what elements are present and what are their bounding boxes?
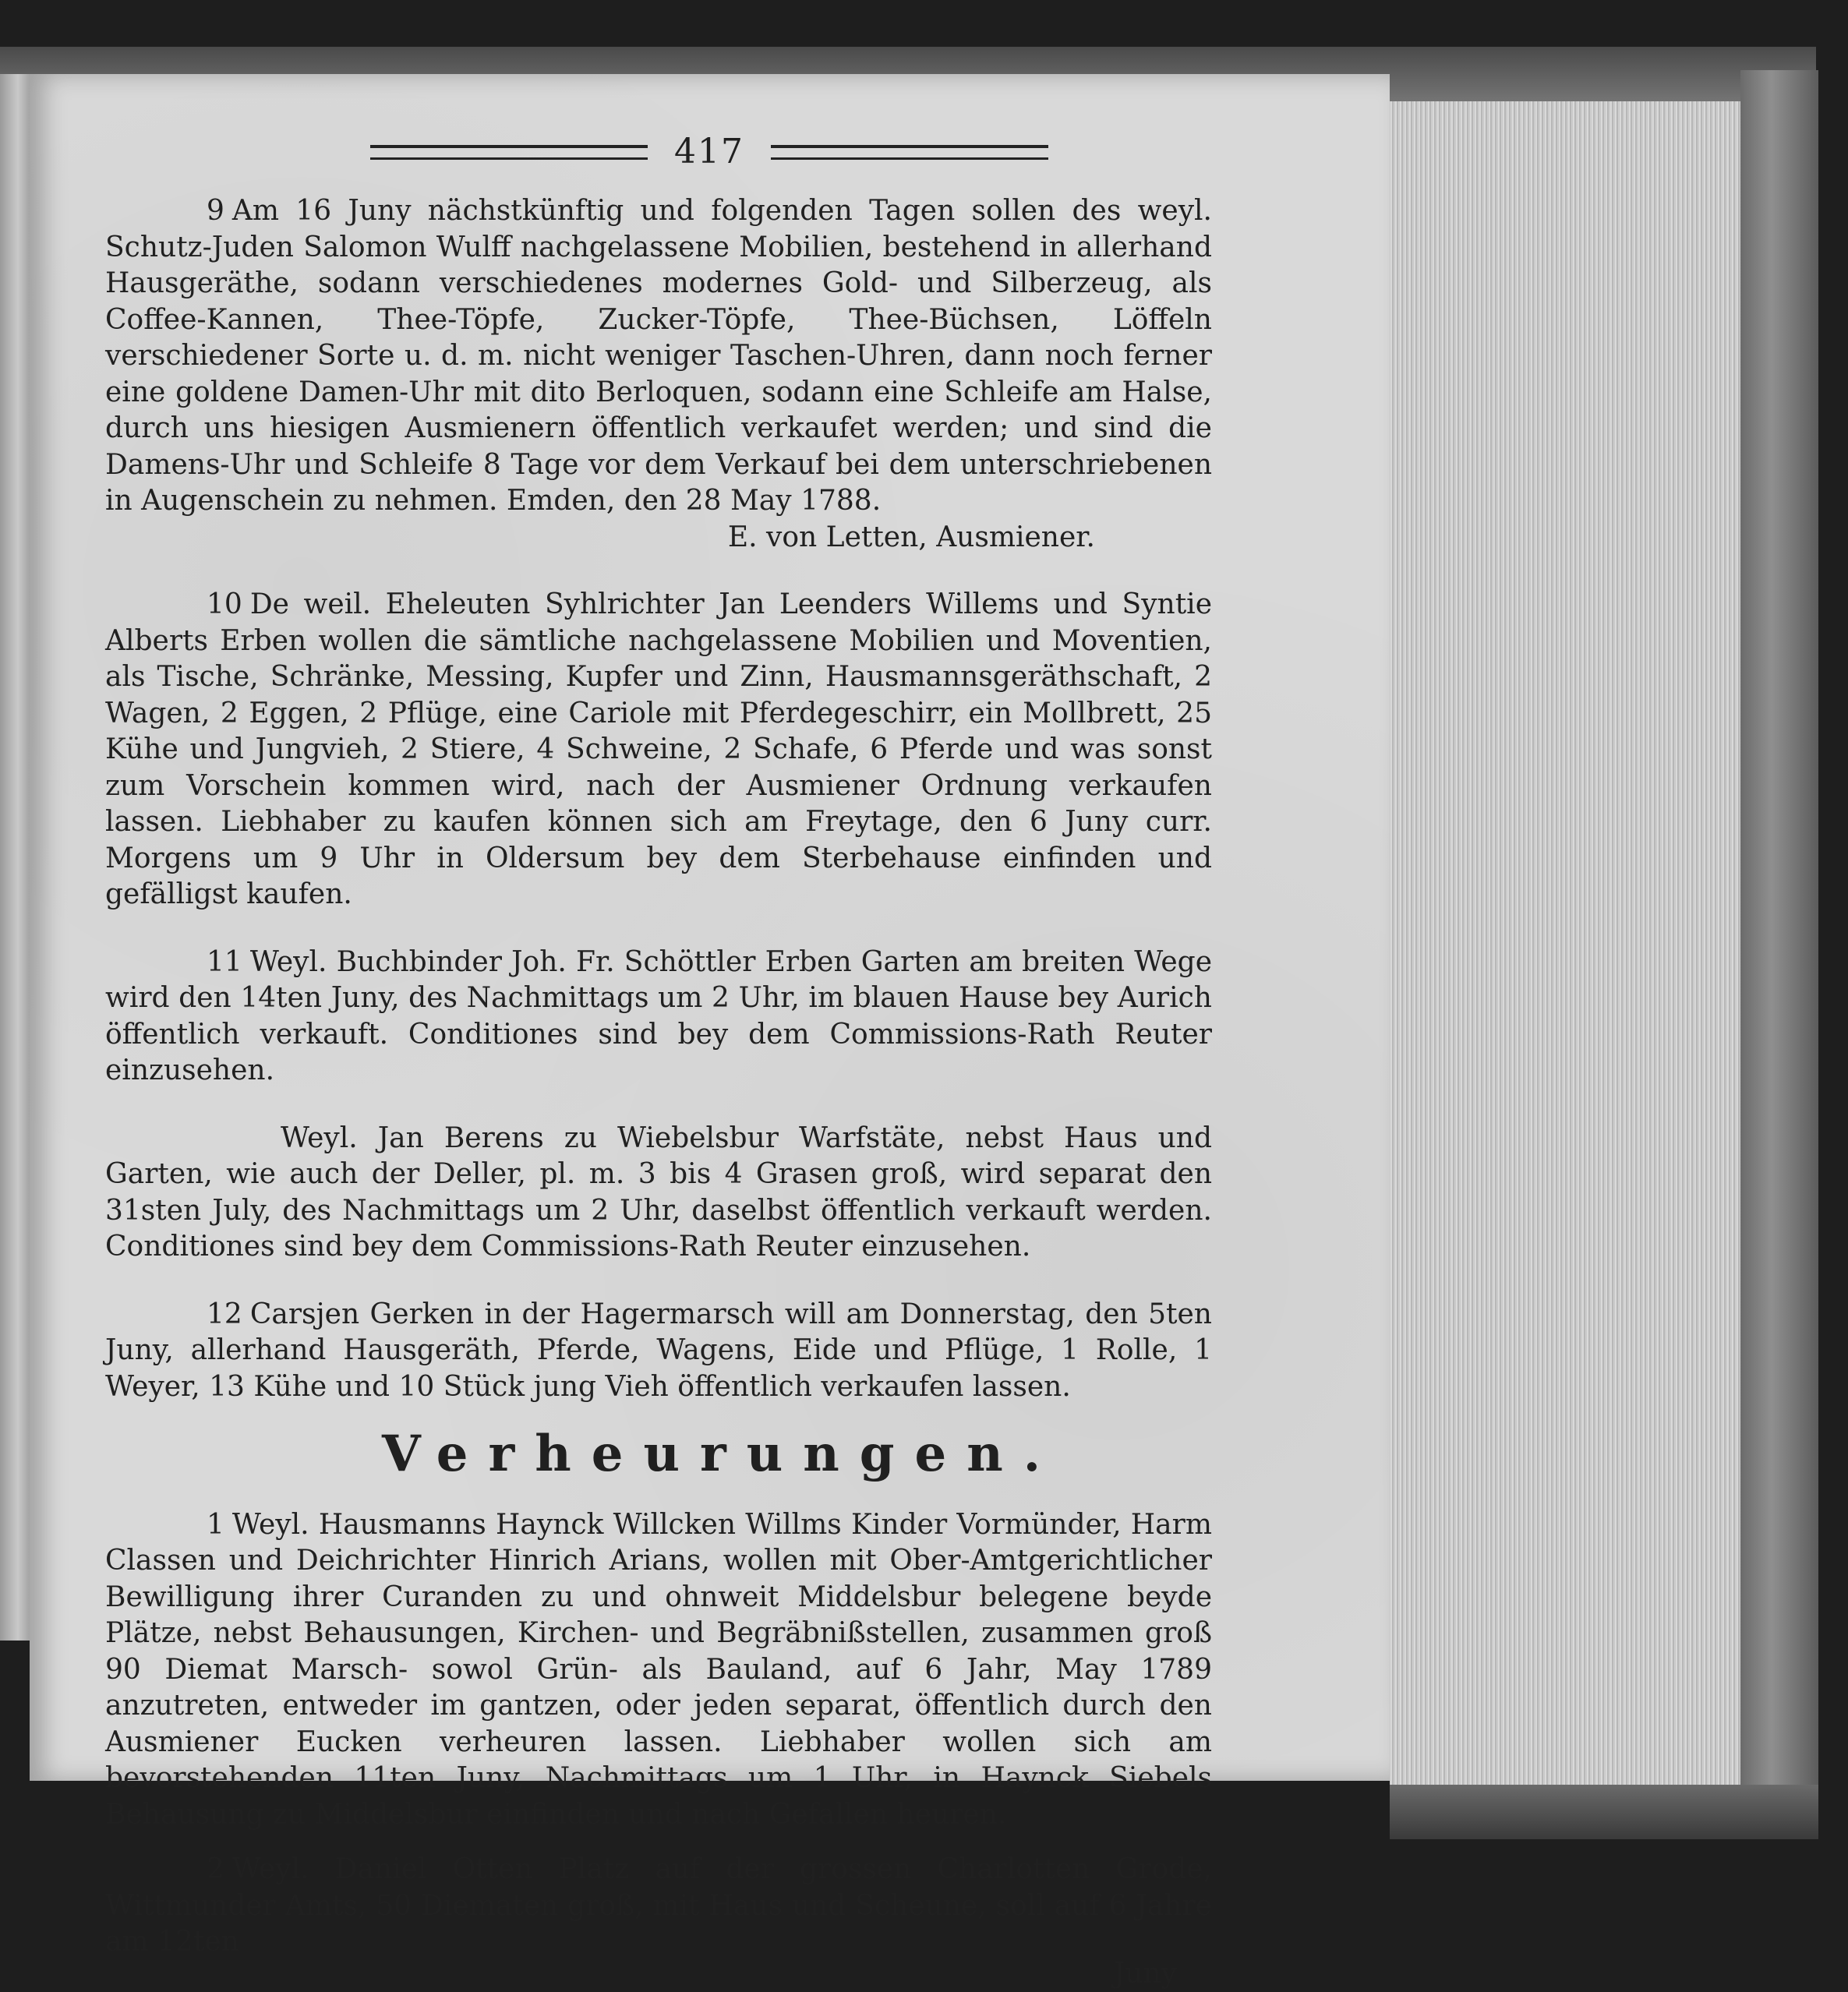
sale-entry-11	[105, 945, 1212, 1090]
sale-entry-11-continued	[105, 1121, 1212, 1266]
entry-text: Weyl. Buchbinder Joh. Fr. Schöttler Erben Garten am breiten Wege wird den 14ten Juny, des Nachmittags um 2 Uhr, im blauen Hause bey Aurich öffentlich verkauft. Conditiones sind bey dem Commissions-Rath Reuter einzusehen.	[105, 946, 1212, 1087]
left-page-edge	[0, 74, 30, 1641]
page-number: 417	[648, 134, 771, 171]
signature: E. von Letten, Ausmiener.	[105, 520, 1212, 556]
entry-text: Weyl. Jan Berens zu Wiebelsbur Warfstäte, nebst Haus und Garten, wie auch der Deller, pl. m. 3 bis 4 Grasen groß, wird separat den 31sten July, des Nachmittags um 2 Uhr, daselbst öffentlich verkauft werden. Conditiones sind bey dem Commissions-Rath Reuter einzusehen.	[105, 1122, 1212, 1263]
page-content	[105, 125, 1212, 1992]
entry-number: 11	[207, 946, 242, 978]
entry-text: De weil. Eheleuten Syhlrichter Jan Leenders Willems und Syntie Alberts Erben wollen die sämtliche nachgelassene Mobilien und Moventien, als Tische, Schränke, Messing, Kupfer und Zinn, Hausmannsgeräthschaft, 2 Wagen, 2 Eggen, 2 Pflüge, eine Cariole mit Pferdegeschirr, ein Mollbrett, 25 Kühe und Jungvieh, 2 Stiere, 4 Schweine, 2 Schafe, 6 Pferde und was sonst zum Vorschein kommen wird, nach der Ausmiener Ordnung verkaufen lassen. Liebhaber zu kaufen können sich am Freytage, den 6 Juny curr. Morgens um 9 Uhr in Oldersum bey dem Sterbehause einfinden und gefälligst kaufen.	[105, 588, 1212, 910]
entry-text: Weyl. Daniel Otten Platz auf der grossen Charlotten Grode, Wittmunder Amts, 50 Diematen groß, mit Haus und Scheune, soll auf 6 Jahre am 12ten	[105, 1853, 1212, 1958]
entry-text: Carsjen Gerken in der Hagermarsch will am Donnerstag, den 5ten Juny, allerhand Hausgeräth, Pferde, Wagens, Eide und Pflüge, 1 Rolle, 1 Weyer, 13 Kühe und 10 Stück jung Vieh öffentlich verkaufen lassen.	[105, 1298, 1212, 1403]
sale-entry-12	[105, 1297, 1212, 1406]
entry-number: 10	[207, 588, 242, 620]
header-rule-left	[370, 145, 648, 160]
rent-entry-2	[105, 1852, 1212, 1961]
catchword: Juny	[105, 1956, 1212, 1992]
entry-number: 2	[207, 1853, 224, 1885]
entry-text: Weyl. Hausmanns Haynck Willcken Willms Kinder Vormünder, Harm Classen und Deichrichter Hinrich Arians, wollen mit Ober-Amtgerichtlicher Bewilligung ihrer Curanden zu und ohnweit Middelsbur belegene beyde Plätze, nebst Behausungen, Kirchen- und Begräbnißstellen, zusammen groß 90 Diemat Marsch- sowol Grün- als Bauland, auf 6 Jahr, May 1789 anzutreten, entweder im gantzen, oder jeden separat, öffentlich durch den Ausmiener Eucken verheuren lassen. Liebhaber wollen sich am bevorstehenden 11ten Juny, Nachmittags um 1 Uhr, in Haynck Siebels Behausung zu Middelsbur einfinden und nach Gefallen heuren.	[105, 1509, 1212, 1831]
sale-entry-10	[105, 587, 1212, 913]
book-cover-right	[1740, 70, 1818, 1839]
header-rule-right	[771, 145, 1048, 160]
entry-number: 1	[207, 1509, 224, 1541]
entry-number: 9	[207, 195, 224, 227]
rent-entry-1	[105, 1507, 1212, 1834]
book-cover-bottom	[1390, 1785, 1818, 1839]
section-heading: Verheurungen.	[382, 1436, 1212, 1473]
entry-number: 12	[207, 1298, 242, 1330]
page-header	[370, 125, 1048, 179]
entry-text: Am 16 Juny nächstkünftig und folgenden Tagen sollen des weyl. Schutz-Juden Salomon Wulff nachgelassene Mobilien, bestehend in allerhand Hausgeräthe, sodann verschiedenes modernes Gold- und Silberzeug, als Coffee-Kannen, Thee-Töpfe, Zucker-Töpfe, Thee-Büchsen, Löffeln verschiedener Sorte u. d. m. nicht weniger Taschen-Uhren, dann noch ferner eine goldene Damen-Uhr mit dito Berloquen, sodann eine Schleife am Halse, durch uns hiesigen Ausmienern öffentlich verkaufet werden; und sind die Damens-Uhr und Schleife 8 Tage vor dem Verkauf bei dem unterschriebenen in Augenschein zu nehmen. Emden, den 28 May 1788.	[105, 195, 1212, 517]
page-block-edge	[1390, 101, 1740, 1785]
sale-entry-9	[105, 193, 1212, 520]
